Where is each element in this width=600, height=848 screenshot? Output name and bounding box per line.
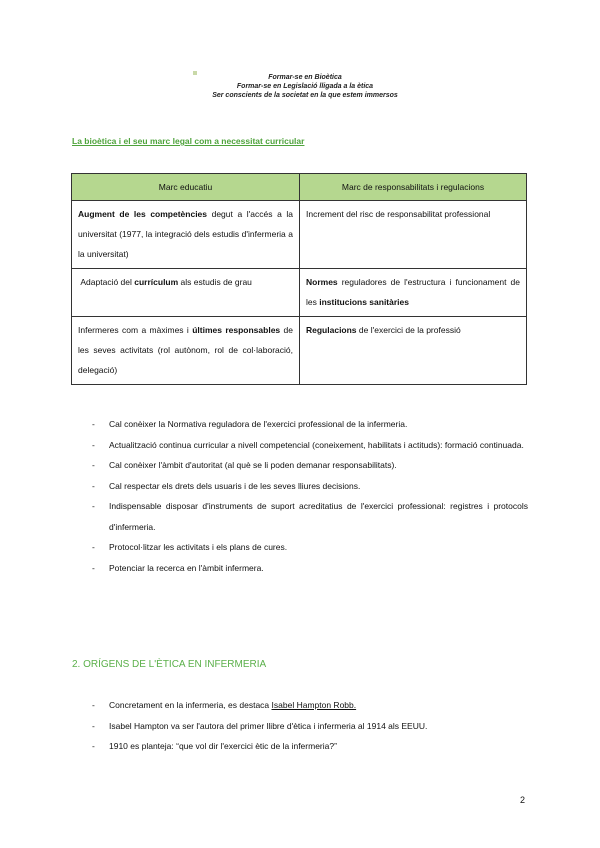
origins-list xyxy=(72,695,528,757)
table-header-row xyxy=(72,174,527,201)
section-title: La bioètica i el seu marc legal com a necessitat curricular xyxy=(72,136,305,146)
table-row xyxy=(72,201,527,269)
framework-table xyxy=(71,173,527,385)
table-cell: Increment del risc de responsabilitat professional xyxy=(300,201,527,269)
table-row xyxy=(72,317,527,385)
list-item: - Cal respectar els drets dels usuaris i de les seves lliures decisions. xyxy=(72,476,528,497)
table-cell: Infermeres com a màximes i últimes responsables de les seves activitats (rol autònom, rol de col·laboració, delegació) xyxy=(72,317,300,385)
list-item: - Indispensable disposar d'instruments de suport acreditatius de l'exercici professional: registres i protocols d'infermeria. xyxy=(72,496,528,537)
table-cell: Adaptació del currículum als estudis de grau xyxy=(72,269,300,317)
page-header xyxy=(200,73,410,100)
table-cell: Normes reguladores de l'estructura i funcionament de les institucions sanitàries xyxy=(300,269,527,317)
table-cell: Regulacions de l'exercici de la professió xyxy=(300,317,527,385)
list-item: - Cal conèixer la Normativa reguladora de l'exercici professional de la infermeria. xyxy=(72,414,528,435)
table-row xyxy=(72,269,527,317)
table-header-cell: Marc educatiu xyxy=(72,174,300,201)
header-line: Formar-se en Bioètica xyxy=(268,74,342,81)
header-line: Formar-se en Legislació lligada a la ètica xyxy=(236,83,374,90)
list-item: - Cal conèixer l'àmbit d'autoritat (al què se li poden demanar responsabilitats). xyxy=(72,455,528,476)
list-item: - Potenciar la recerca en l'àmbit infermera. xyxy=(72,558,528,579)
header-logo-mark xyxy=(193,71,197,75)
table-cell: Augment de les competències degut a l'accés a la universitat (1977, la integració dels estudis d'infermeria a la universitat) xyxy=(72,201,300,269)
list-item: - Protocol·litzar les activitats i els plans de cures. xyxy=(72,537,528,558)
requirements-list xyxy=(72,414,528,578)
list-item: - 1910 es planteja: “que vol dir l'exercici ètic de la infermeria?” xyxy=(72,736,528,757)
page-number: 2 xyxy=(520,795,526,805)
section-heading: 2. ORÍGENS DE L'ÈTICA EN INFERMERIA xyxy=(72,659,267,670)
list-item: - Actualització continua curricular a nivell competencial (coneixement, habilitats i actituds): formació continuada. xyxy=(72,435,528,456)
table-header-cell: Marc de responsabilitats i regulacions xyxy=(300,174,527,201)
list-item: - Isabel Hampton va ser l'autora del primer llibre d'ètica i infermeria al 1914 als EEUU. xyxy=(72,716,528,737)
person-link[interactable]: Isabel Hampton Robb. xyxy=(271,700,357,710)
list-item: - Concretament en la infermeria, es destaca Isabel Hampton Robb. xyxy=(72,695,528,716)
header-line: Ser conscients de la societat en la que estem immersos xyxy=(212,92,398,99)
